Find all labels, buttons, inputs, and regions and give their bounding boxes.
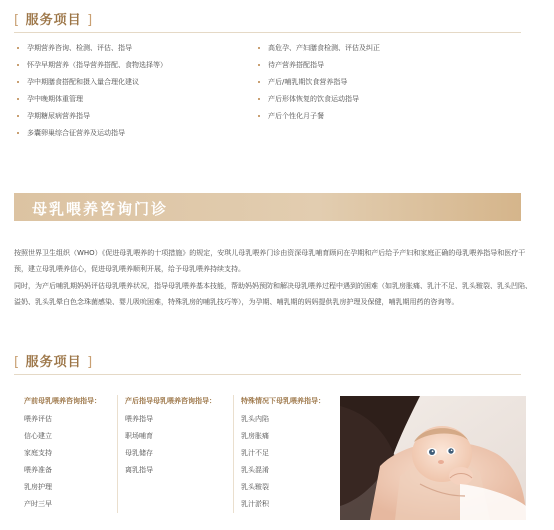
list-item: 信心建立 [24, 432, 52, 440]
banner-title: 母乳喂养咨询门诊 [32, 200, 169, 218]
list-item: 乳头皲裂 [241, 483, 269, 491]
prenatal-guidance-title: 产前母乳喂养咨询指导： [24, 397, 101, 405]
intro-paragraph-1: 按照世界卫生组织（WHO）《促进母乳喂养的十项措施》的规定，安琪儿母乳喂养门诊由资深母乳哺育顾问在孕期和产后给予产妇和家庭正确的母乳喂养指导和医疗干预，建立母乳喂养信心，促进母乳喂养顺利开展，给予母乳喂养持续支持。 [14, 249, 526, 273]
list-item: 乳头混淆 [241, 466, 269, 474]
list-item: 喂养指导 [125, 415, 153, 423]
prenatal-guidance-column [24, 395, 101, 513]
list-item: 孕期糖尿病营养指导 [17, 108, 167, 125]
list-item: 产后/哺乳期饮食营养指导 [258, 74, 380, 91]
special-cases-title: 特殊情况下母乳喂养指导： [241, 397, 325, 405]
list-item: 乳房胀痛 [241, 432, 269, 440]
list-item: 职场哺育 [125, 432, 153, 440]
intro-paragraph-2: 同时，为产后哺乳期妈妈评估母乳喂养状况，指导母乳喂养基本技能，帮助妈妈预防和解决母乳喂养过程中遇到的困难（如乳房胀痛、乳汁不足、乳头皲裂、乳头凹陷、溢奶、乳头乳晕白色念珠菌感染、婴儿吸吮困难，特殊乳房的哺乳技巧等），为孕期、哺乳期的妈妈提供乳房护理及保健，哺乳期用药的咨询等。 [14, 282, 532, 306]
services-heading-bottom-text: 服务项目 [25, 355, 82, 370]
list-item: 孕中期膳食搭配和摄入量合理化建议 [17, 74, 167, 91]
list-item: 产后个性化月子餐 [258, 108, 380, 125]
column-divider [117, 395, 118, 513]
list-item: 喂养评估 [24, 415, 52, 423]
breastfeeding-photo-illustration [340, 396, 526, 520]
list-item: 怀孕早期营养（指导营养搭配、食物选择等） [17, 57, 167, 74]
services-heading-bottom: [ 服务项目 ] [14, 355, 94, 370]
list-item: 乳汁淤积 [241, 500, 269, 508]
list-item: 多囊卵巢综合征营养及运动指导 [17, 125, 167, 142]
services-bottom-divider [14, 374, 521, 375]
list-item: 家庭支持 [24, 449, 52, 457]
list-item: 母乳储存 [125, 449, 153, 457]
postnatal-guidance-title: 产后指导母乳喂养咨询指导： [125, 397, 216, 405]
list-item: 乳汁不足 [241, 449, 269, 457]
pregnancy-services-list [17, 40, 167, 142]
list-item: 乳房护理 [24, 483, 52, 491]
services-heading-top-text: 服务项目 [25, 13, 82, 28]
column-divider [233, 395, 234, 513]
services-heading-top: [ 服务项目 ] [14, 13, 94, 28]
list-item: 喂养准备 [24, 466, 52, 474]
services-top-divider [14, 32, 521, 33]
list-item: 产时三早 [24, 500, 52, 508]
list-item: 高危孕、产妇膳食检测、评估及纠正 [258, 40, 380, 57]
list-item: 乳头内陷 [241, 415, 269, 423]
list-item: 离乳指导 [125, 466, 153, 474]
special-cases-column [241, 395, 325, 513]
list-item: 待产营养搭配指导 [258, 57, 380, 74]
postnatal-guidance-column [125, 395, 216, 479]
list-item: 孕期营养咨询、检测、评估、指导 [17, 40, 167, 57]
list-item: 孕中晚期体重管理 [17, 91, 167, 108]
postpartum-services-list [258, 40, 380, 125]
breastfeeding-photo [340, 396, 526, 520]
list-item: 产后形体恢复的饮食运动指导 [258, 91, 380, 108]
